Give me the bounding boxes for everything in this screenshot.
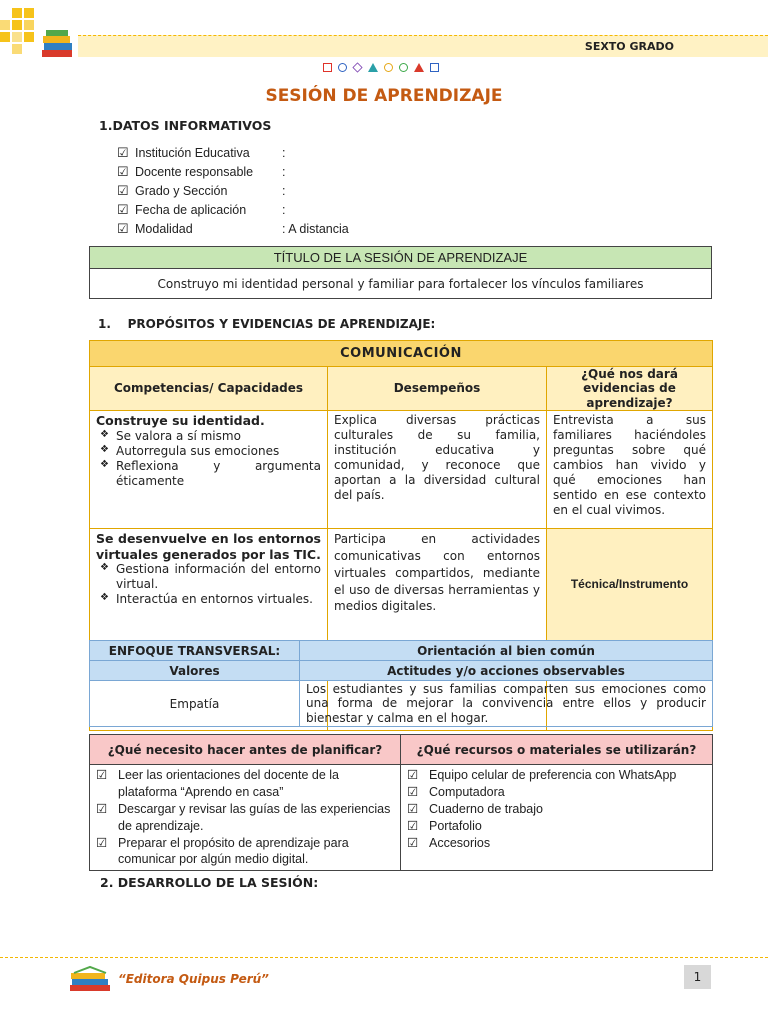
list-item-text: Descargar y revisar las guías de las experiencias de aprendizaje.: [118, 801, 391, 833]
datos-row: [117, 200, 349, 219]
books-icon: [66, 965, 116, 995]
valor-cell: Empatía: [90, 681, 300, 727]
datos-label: Institución Educativa: [135, 145, 250, 160]
competencia-cell: [90, 411, 328, 529]
desempeno-cell: Participa en actividades comunicativas con entornos virtuales compartidos, mediante el uso de diversas herramientas y medios digitales.: [328, 529, 547, 731]
capacidad-item: ❖ Gestiona información del entorno virtual.: [96, 562, 321, 592]
recursos-heading: ¿Qué recursos o materiales se utilizarán?: [401, 735, 713, 765]
list-item-text: Portafolio: [429, 818, 482, 833]
list-item-text: Leer las orientaciones del docente de la plataforma “Aprendo en casa”: [118, 768, 339, 799]
comunicacion-heading: COMUNICACIÓN: [90, 341, 713, 367]
checkbox-icon: ☑: [96, 801, 108, 816]
list-item: [96, 835, 394, 869]
actitudes-heading: Actitudes y/o acciones observables: [300, 661, 713, 681]
page-title: SESIÓN DE APRENDIZAJE: [265, 86, 503, 106]
list-item-text: Equipo celular de preferencia con WhatsApp: [429, 768, 677, 782]
checkbox-icon: ☑: [407, 818, 419, 833]
competencia-title: Construye su identidad.: [96, 413, 265, 429]
capacidad-item: ❖ Interactúa en entornos virtuales.: [96, 592, 321, 607]
enfoque-table: [89, 640, 713, 727]
section-propositos-heading: [98, 317, 435, 331]
checkbox-icon: ☑: [407, 768, 419, 782]
titulo-sesion-table: [89, 246, 712, 299]
datos-row: [117, 143, 349, 162]
checkbox-icon: ☑: [407, 835, 419, 850]
list-item: [407, 784, 706, 801]
checkbox-icon: ☑: [96, 768, 108, 782]
list-item: [407, 835, 706, 852]
checkbox-icon: ☑: [117, 201, 129, 217]
datos-value: : A distancia: [282, 221, 349, 236]
checkbox-icon: ☑: [117, 163, 129, 179]
list-item-text: Computadora: [429, 784, 505, 799]
enfoque-name: Orientación al bien común: [300, 641, 713, 661]
desempeno-cell: Explica diversas prácticas culturales de su familia, institución educativa y comunidad, y reconoce que aportan a la diversidad cultural del país.: [328, 411, 547, 529]
datos-value: :: [282, 145, 286, 160]
footer-divider: [0, 957, 768, 958]
section-number: 1.: [98, 317, 111, 331]
shapes-decoration: [323, 63, 439, 72]
planificar-heading: ¿Qué necesito hacer antes de planificar?: [90, 735, 401, 765]
page-number: 1: [684, 965, 711, 989]
datos-value: :: [282, 202, 286, 217]
datos-label: Docente responsable: [135, 164, 254, 179]
books-icon: [40, 28, 76, 62]
planificar-list: [90, 765, 401, 871]
footer-brand: “Editora Quipus Perú”: [118, 972, 269, 986]
datos-value: :: [282, 183, 286, 198]
list-item-text: Cuaderno de trabajo: [429, 801, 543, 816]
datos-row: [117, 181, 349, 200]
datos-row: [117, 219, 349, 238]
list-item: [407, 801, 706, 818]
recursos-list: [401, 765, 713, 871]
list-item-text: Preparar el propósito de aprendizaje para comunicar por algún medio digital.: [118, 835, 349, 867]
checkbox-icon: ☑: [117, 144, 129, 160]
section-desarrollo-heading: 2. DESARROLLO DE LA SESIÓN:: [100, 875, 319, 890]
list-item: [407, 767, 706, 784]
capacidad-item: ❖ Reflexiona y argumenta éticamente: [96, 459, 321, 489]
tecnica-heading: Técnica/Instrumento: [547, 529, 713, 641]
datos-list: [117, 143, 349, 238]
datos-row: [117, 162, 349, 181]
section-label: PROPÓSITOS Y EVIDENCIAS DE APRENDIZAJE:: [127, 317, 436, 331]
col-desempenos: Desempeños: [328, 367, 547, 411]
capacidad-item: ❖ Se valora a sí mismo: [96, 429, 321, 444]
col-evidencias: ¿Qué nos dará evidencias de aprendizaje?: [547, 367, 713, 411]
datos-value: :: [282, 164, 286, 179]
titulo-sesion-text: Construyo mi identidad personal y familiar para fortalecer los vínculos familiares: [90, 269, 712, 299]
list-item: [96, 767, 394, 801]
section-datos-heading: 1.DATOS INFORMATIVOS: [99, 118, 272, 133]
actitud-cell: Los estudiantes y sus familias comparten sus emociones como una forma de mejorar la convivencia entre ellos y producir bienestar y calma en el hogar.: [300, 681, 713, 727]
list-item: [407, 818, 706, 835]
checkbox-icon: ☑: [96, 835, 108, 850]
list-item-text: Accesorios: [429, 835, 491, 850]
evidencia-cell: Entrevista a sus familiares haciéndoles preguntas sobre qué cambios han vivido y qué emociones han sentido en ese contexto en el cual vivimos.: [547, 411, 713, 529]
header-squares-decoration: [0, 8, 40, 56]
col-competencias: Competencias/ Capacidades: [90, 367, 328, 411]
titulo-sesion-heading: TÍTULO DE LA SESIÓN DE APRENDIZAJE: [90, 247, 712, 269]
header-band: [78, 35, 768, 57]
recursos-table: [89, 734, 713, 871]
checkbox-icon: ☑: [117, 220, 129, 236]
datos-label: Modalidad: [135, 221, 193, 236]
datos-label: Grado y Sección: [135, 183, 228, 198]
grade-label: SEXTO GRADO: [584, 40, 674, 53]
checkbox-icon: ☑: [407, 784, 419, 799]
enfoque-label: ENFOQUE TRANSVERSAL:: [90, 641, 300, 661]
checkbox-icon: ☑: [117, 182, 129, 198]
capacidad-item: ❖ Autorregula sus emociones: [96, 444, 321, 459]
valores-heading: Valores: [90, 661, 300, 681]
competencia-title: Se desenvuelve en los entornos virtuales generados por las TIC.: [96, 531, 321, 562]
datos-label: Fecha de aplicación: [135, 202, 247, 217]
list-item: [96, 801, 394, 835]
checkbox-icon: ☑: [407, 801, 419, 816]
